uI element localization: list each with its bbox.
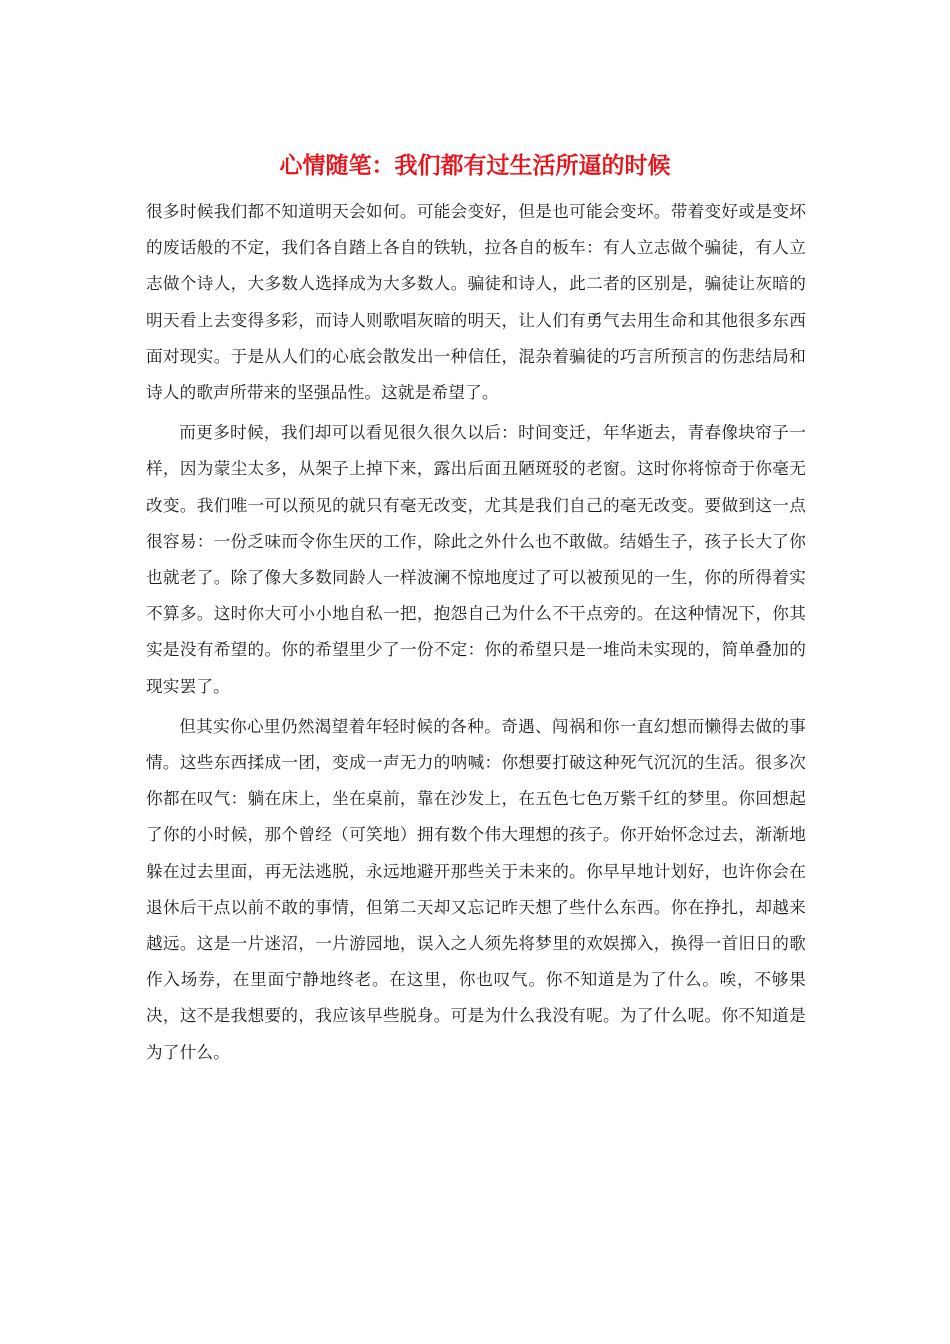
paragraph-3: 但其实你心里仍然渴望着年轻时候的各种。奇遇、闯祸和你一直幻想而懒得去做的事情。这些东西揉成一团，变成一声无力的呐喊：你想要打破这种死气沉沉的生活。很多次你都在叹气：躺在床上，坐在桌前，靠在沙发上，在五色七色万紫千红的梦里。你回想起了你的小时候，那个曾经（可笑地）拥有数个伟大理想的孩子。你开始怀念过去，渐渐地躲在过去里面，再无法逃脱，永远地避开那些关于未来的。你早早地计划好，也许你会在退休后干点以前不敢的事情，但第二天却又忘记昨天想了些什么东西。你在挣扎，却越来越远。这是一片迷沼，一片游园地，误入之人须先将梦里的欢娱掷入，换得一首旧日的歌作入场券，在里面宁静地终老。在这里，你也叹气。你不知道是为了什么。唉，不够果决，这不是我想要的，我应该早些脱身。可是为什么我没有呢。为了什么呢。你不知道是为了什么。 — [146, 716, 806, 1062]
article-body — [146, 194, 806, 1071]
page-title: 心情随笔：我们都有过生活所逼的时候 — [279, 152, 671, 179]
paragraph-2: 而更多时候，我们却可以看见很久很久以后：时间变迁，年华逝去，青春像块帘子一样，因为蒙尘太多，从架子上掉下来，露出后面丑陋斑驳的老窗。这时你将惊奇于你毫无改变。我们唯一可以预见的就只有毫无改变，尤其是我们自己的毫无改变。要做到这一点很容易：一份乏味而令你生厌的工作，除此之外什么也不敢做。结婚生子，孩子长大了你也就老了。除了像大多数同龄人一样波澜不惊地度过了可以被预见的一生，你的所得着实不算多。这时你大可小小地自私一把，抱怨自己为什么不干点旁的。在这种情况下，你其实是没有希望的。你的希望里少了一份不定：你的希望只是一堆尚未实现的，简单叠加的现实罢了。 — [146, 423, 806, 696]
paragraph-1: 很多时候我们都不知道明天会如何。可能会变好，但是也可能会变坏。带着变好或是变坏的废话般的不定，我们各自踏上各自的铁轨，拉各自的板车：有人立志做个骗徒，有人立志做个诗人，大多数人选择成为大多数人。骗徒和诗人，此二者的区别是，骗徒让灰暗的明天看上去变得多彩，而诗人则歌唱灰暗的明天，让人们有勇气去用生命和其他很多东西面对现实。于是从人们的心底会散发出一种信任，混杂着骗徒的巧言所预言的伤悲结局和诗人的歌声所带来的坚强品性。这就是希望了。 — [146, 202, 806, 403]
